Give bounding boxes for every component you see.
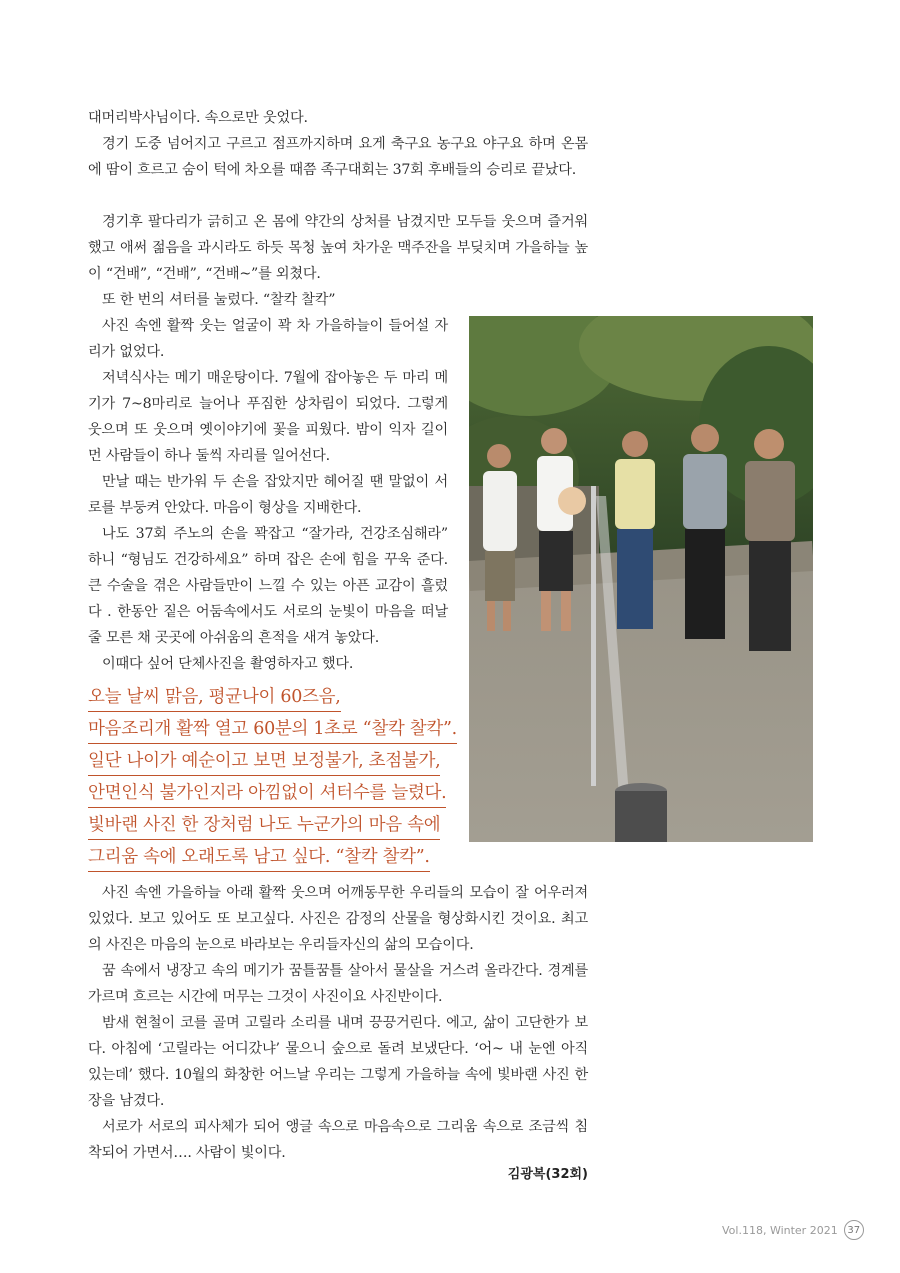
paragraph: 대머리박사님이다. 속으로만 웃었다. <box>88 110 308 126</box>
paragraph: 서로가 서로의 피사체가 되어 앵글 속으로 마음속으로 그리움 속으로 조금씩 침착되어 가면서…. 사람이 빛이다. <box>88 1119 588 1161</box>
paragraph: 꿈 속에서 냉장고 속의 메기가 꿈틀꿈틀 살아서 물살을 거스려 올라간다. 경계를 가르며 흐르는 시간에 머무는 그것이 사진이요 사진반이다. <box>88 963 588 1005</box>
issue-label: Vol.118, Winter 2021 <box>722 1223 838 1237</box>
pull-quote-line: 안면인식 불가인지라 아낌없이 셔터수를 늘렸다. <box>88 780 446 808</box>
paragraph: 사진 속엔 가을하늘 아래 활짝 웃으며 어깨동무한 우리들의 모습이 잘 어우러져 있었다. 보고 있어도 또 보고싶다. 사진은 감정의 산물을 형상화시킨 것이요. 최고의 사진은 마음의 눈으로 바라보는 우리들자신의 삶의 모습이다. <box>88 885 588 953</box>
paragraph: 또 한 번의 셔터를 눌렀다. “찰칵 찰칵” <box>102 292 336 308</box>
pull-quote-line: 빛바랜 사진 한 장처럼 나도 누군가의 마음 속에 <box>88 812 440 840</box>
pull-quote-line: 마음조리개 활짝 열고 60분의 1초로 “찰칵 찰칵”. <box>88 716 457 744</box>
paragraph: 나도 37회 주노의 손을 꽉잡고 “잘가라, 건강조심해라” 하니 “형님도 건강하세요” 하며 잡은 손에 힘을 꾸욱 준다. 큰 수술을 겪은 사람들만이 느낄 수 있는 아픈 교감이 흘렀다 . 한동안 짙은 어둠속에서도 서로의 눈빛이 마음을 떠날 줄 모른 채 곳곳에 아쉬움의 흔적을 새겨 놓았다. <box>88 526 448 646</box>
paragraph: 경기후 팔다리가 긁히고 온 몸에 약간의 상처를 남겼지만 모두들 웃으며 즐거워했고 애써 젊음을 과시라도 하듯 목청 높여 차가운 맥주잔을 부딪치며 가을하늘 높이 “건배”, “건배”, “건배~”를 외쳤다. <box>88 214 588 282</box>
paragraph: 저녁식사는 메기 매운탕이다. 7월에 잡아놓은 두 마리 메기가 7~8마리로 늘어나 푸짐한 상차림이 되었다. 그렇게 웃으며 또 웃으며 옛이야기에 꽃을 피웠다. 밤이 익자 길이 먼 사람들이 하나 둘씩 자리를 일어선다. <box>88 370 448 464</box>
pull-quote-line: 그리움 속에 오래도록 남고 싶다. “찰칵 찰칵”. <box>88 844 430 872</box>
paragraph: 이때다 싶어 단체사진을 촬영하자고 했다. <box>102 656 354 672</box>
paragraph: 밤새 현철이 코를 골며 고릴라 소리를 내며 끙끙거린다. 에고, 삶이 고단한가 보다. 아침에 ‘고릴라는 어디갔냐’ 물으니 숲으로 돌려 보냈단다. ‘어~ 내 눈엔 아직 있는데’ 했다. 10월의 화창한 어느날 우리는 그렇게 가을하늘 속에 빛바랜 사진 한 장을 남겼다. <box>88 1015 588 1109</box>
pull-quote-line: 오늘 날씨 맑음, 평균나이 60즈음, <box>88 684 341 712</box>
page-number: 37 <box>844 1220 864 1240</box>
paragraph: 경기 도중 넘어지고 구르고 점프까지하며 요게 축구요 농구요 야구요 하며 온몸에 땀이 흐르고 숨이 턱에 차오를 때쯤 족구대회는 37회 후배들의 승리로 끝났다. <box>88 136 588 178</box>
paragraph: 사진 속엔 활짝 웃는 얼굴이 꽉 차 가을하늘이 들어설 자리가 없었다. <box>88 318 448 360</box>
pull-quote <box>88 684 468 876</box>
paragraph: 만날 때는 반가워 두 손을 잡았지만 헤어질 땐 말없이 서로를 부둥켜 안았다. 마음이 형상을 지배한다. <box>88 474 448 516</box>
group-photo <box>469 316 813 842</box>
pull-quote-line: 일단 나이가 예순이고 보면 보정불가, 초점불가, <box>88 748 440 776</box>
author-byline: 김광복(32회) <box>507 1167 588 1182</box>
page-footer <box>722 1220 864 1240</box>
